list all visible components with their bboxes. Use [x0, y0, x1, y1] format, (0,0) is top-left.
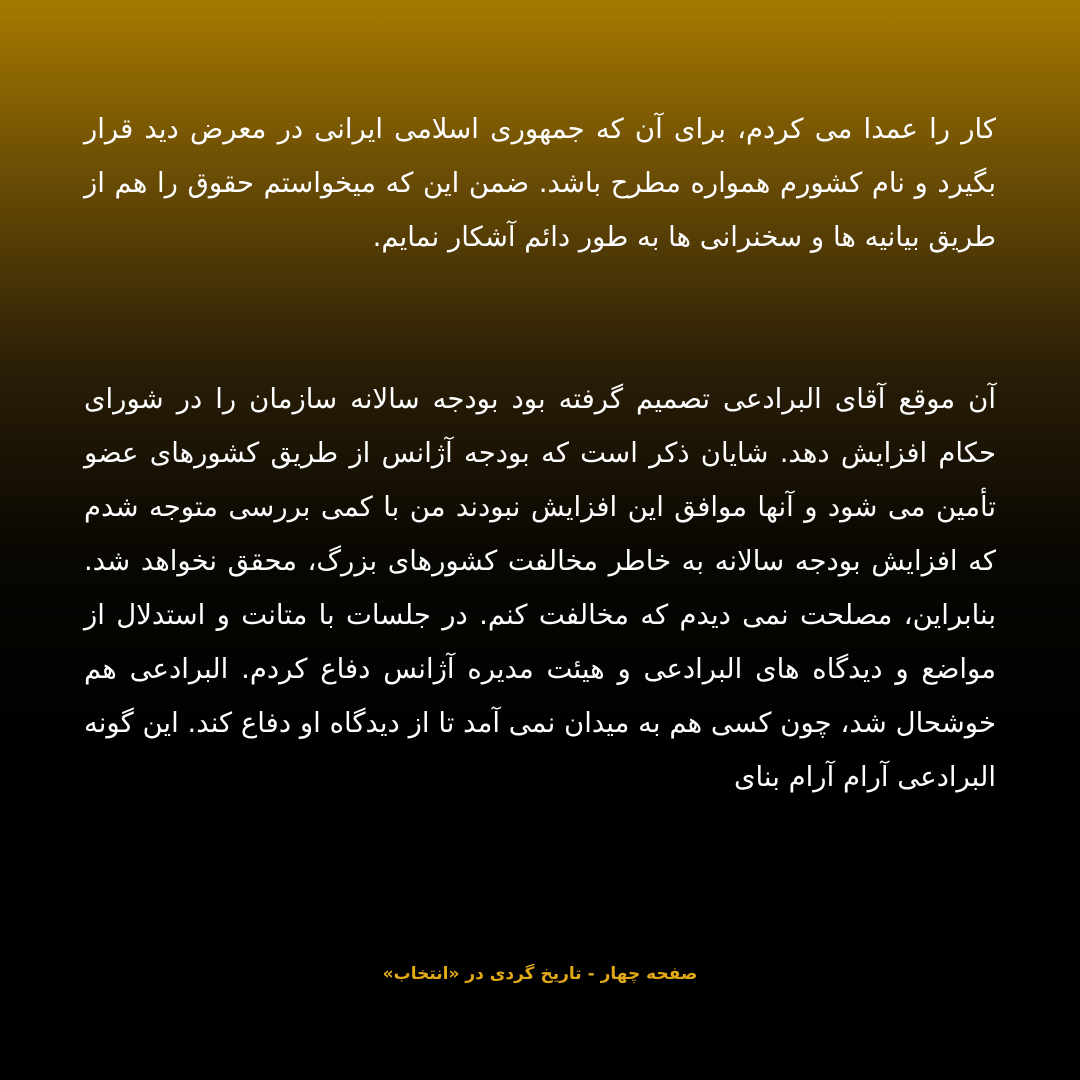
footer-caption: صفحه چهار - تاریخ گردی در «انتخاب» [382, 964, 698, 984]
paragraph-2: آن موقع آقای البرادعی تصمیم گرفته بود بودجه سالانه سازمان را در شورای حکام افزایش دهد. شایان ذکر است که بودجه آژانس از طریق کشورهای عضو تأمین می شود و آنها موافق این افزایش نبودند من با کمی بررسی متوجه شدم که افزایش بودجه سالانه به خاطر مخالفت کشورهای بزرگ، محقق نخواهد شد. بنابراین، مصلحت نمی دیدم که مخالفت کنم. در جلسات با متانت و استدلال از مواضع و دیدگاه های البرادعی و هیئت مدیره آژانس دفاع کردم. البرادعی هم خوشحال شد، چون کسی هم به میدان نمی آمد تا از دیدگاه او دفاع کند. این گونه البرادعی آرام آرام بنای [84, 382, 996, 793]
paragraph-1: کار را عمدا می کردم، برای آن که جمهوری اسلامی ایرانی در معرض دید قرار بگیرد و نام کشورم همواره مطرح باشد. ضمن این که میخواستم حقوق را هم از طریق بیانیه ها و سخنرانی ها به طور دائم آشکار نمایم. [84, 112, 996, 253]
